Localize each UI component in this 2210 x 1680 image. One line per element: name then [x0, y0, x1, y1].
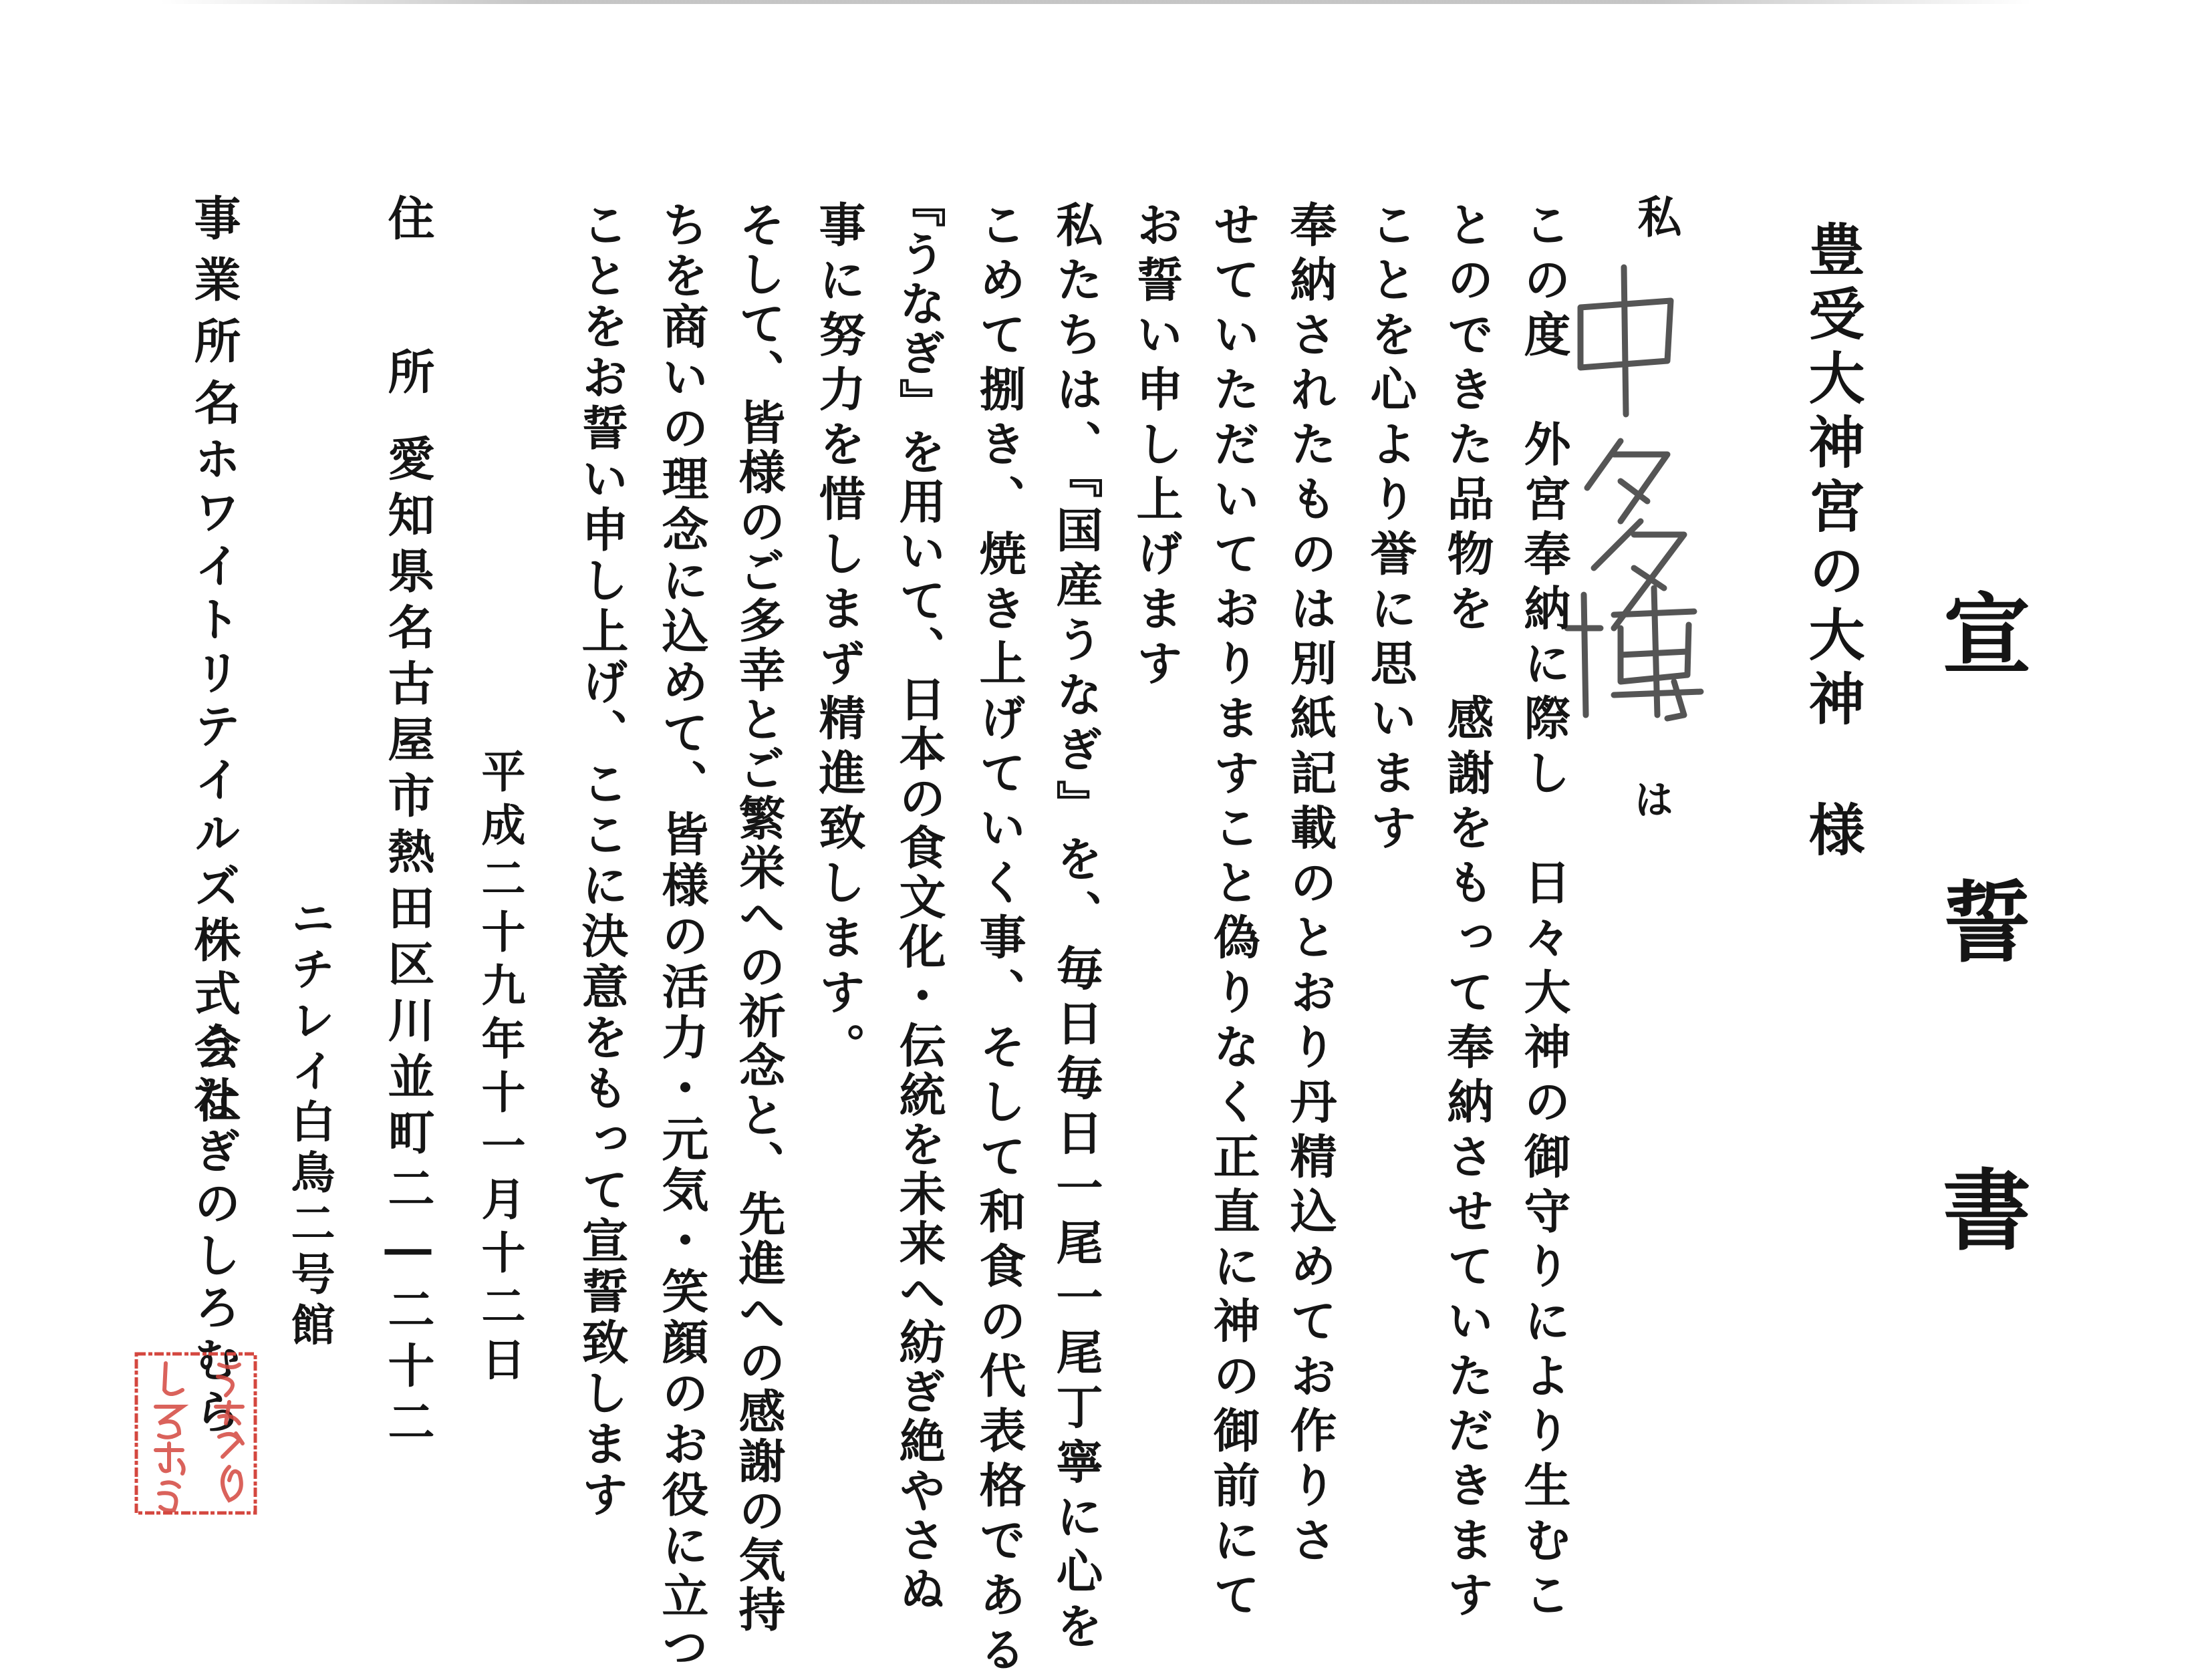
address-value: 愛知県名古屋市熱田区川並町二―二十二	[380, 434, 436, 1453]
signatory-pronoun: 私	[1630, 194, 1682, 238]
oath-date: 平成二十九年十一月十二日	[474, 748, 526, 1390]
company-name: ホワイトリテイルズ株式会社	[186, 434, 242, 1129]
body-line: 事に努力を惜しまず精進致します。	[811, 200, 867, 1077]
body-line: 私たちは、『国産うなぎ』を、毎日毎日一尾一尾丁寧に心を	[1049, 200, 1104, 1657]
body-line: こめて捌き、焼き上げていく事、そして和食の代表格である	[972, 200, 1027, 1680]
business-label: 事業所名	[186, 194, 242, 440]
address-label-2: 所	[380, 347, 436, 402]
body-line: この度 外宮奉納に際し 日々大神の御守りにより生むこ	[1516, 200, 1572, 1625]
company-seal	[132, 1350, 259, 1517]
body-line: とのできた品物を 感謝をもって奉納させていただきます	[1439, 200, 1495, 1625]
body-line: ことをお誓い申し上げ、ここに決意をもって宣誓致します	[574, 200, 630, 1521]
body-line: せていただいておりますこと偽りなく正直に神の御前にて	[1206, 200, 1261, 1625]
document-title: 宣 誓 書	[1927, 588, 2031, 1300]
shop-name: うなぎのしろむら	[186, 1022, 242, 1439]
body-line: お誓い申し上げます	[1129, 200, 1184, 694]
scan-edge-line	[160, 0, 2032, 4]
addressee-name: 豊受大神宮の大神	[1800, 221, 1866, 734]
addressee	[1800, 221, 1866, 865]
body-line: 『うなぎ』を用いて、日本の食文化・伝統を未来へ紡ぎ絶やさぬ	[891, 180, 947, 1615]
address-label-1: 住	[380, 194, 436, 249]
body-line: ちを商いの理念に込めて、皆様の活力・元気・笑顔のお役に立つ	[654, 200, 710, 1673]
body-line: 奉納されたものは別紙記載のとおり丹精込めてお作りさ	[1282, 200, 1338, 1570]
body-line: そして、皆様のご多幸とご繁栄への祈念と、先進への感謝の気持	[731, 200, 787, 1635]
signatory-particle: は	[1627, 779, 1674, 819]
branch-name: ニチレイ白鳥二号館	[283, 895, 335, 1353]
body-line: ことを心より誉に思います	[1363, 200, 1418, 858]
addressee-honorific: 様	[1800, 801, 1866, 865]
